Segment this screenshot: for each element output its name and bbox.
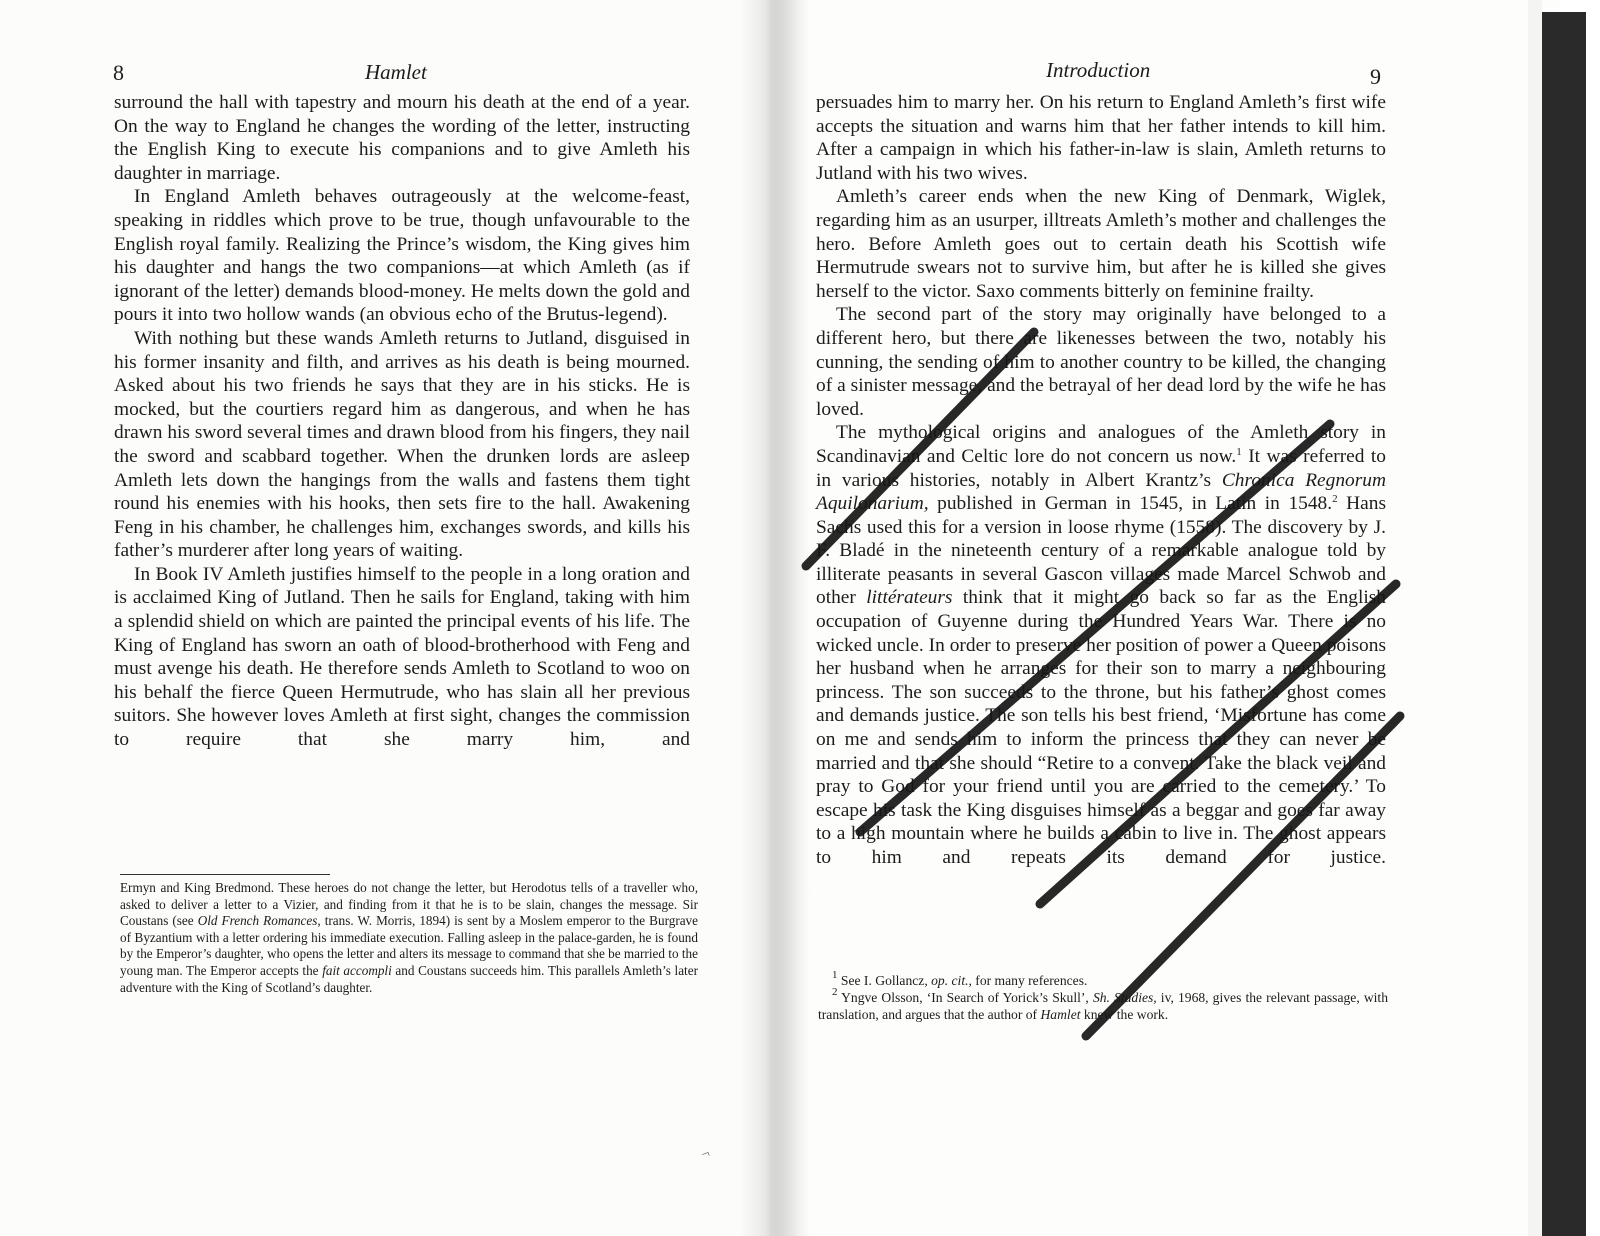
cited-title: Chronica Regnorum Aquilonarium, [816, 469, 1386, 515]
right-body-text [816, 91, 1386, 870]
journal-title: Sh. Studies, [1092, 990, 1157, 1005]
play-title: Hamlet [1040, 1007, 1081, 1022]
left-paragraph: In England Amleth behaves outrageously at the welcome-feast, speaking in riddles which prove to be true, though unfavourable to the English royal family. Realizing the Prince’s wisdom, the King gives him his daughter and hangs the two companions—at which Amleth (as if ignorant of the letter) demands blood-money. He melts down the gold and pours it into two hollow wands (an obvious echo of the Brutus-legend). [114, 186, 690, 326]
stray-pencil-mark: ¬ [699, 1146, 713, 1163]
right-paragraph: The second part of the story may originally have belonged to a different hero, but there are likenesses between the two, notably his cunning, the sending of him to another country to be killed, the changing of a sinister message, and the betrayal of her dead lord by the wife he has loved. [816, 304, 1386, 420]
right-running-head: Introduction [1046, 58, 1151, 82]
footnote-ref: 1 [1236, 445, 1242, 458]
right-footnotes: $^1$ See I. Gollancz, op. cit., for many references. $^2$ Yngve Olsson, ‘In Search of Yorick’s Skull’, Sh. Studies, iv, 1968, gives the relevant passage, with translation, and argues that the author of Hamlet knew the work. [818, 969, 1388, 1022]
right-paragraph: The mythological origins and analogues of the Amleth story in Scandinavian and Celtic lore do not concern us now.$^1$ It was referred to in various histories, notably in Albert Krantz’s Chronica Regnorum Aquilonarium, published in German in 1545, in Latin in 1548.$^2$ Hans Sachs used this for a version in loose rhyme (1558). The discovery by J. F. Bladé in the nineteenth century of a remarkable analogue told by illiterate peasants in several Gascon villages made Marcel Schwob and other littérateurs think that it might go back so far as the English occupation of Guyenne during the Hundred Years War. There is no wicked uncle. In order to preserve her position of power a Queen poisons her husband when he arranges for their son to marry a neighbouring princess. The son succeeds to the throne, but his father’s ghost comes and demands justice. The son tells his best friend, ‘Misfortune has come on me and sends him to inform the princess that they can never be married and that she should “Retire to a convent. Take the black veil and pray to God for your friend until you are carried to the cemetery.’ To escape his task the King disguises himself as a beggar and goes far away to a high mountain where he builds a cabin to live in. The ghost appears to him and repeats its demand for justice. [816, 422, 1386, 868]
cited-abbrev: op. cit., [931, 973, 972, 988]
right-paragraph: persuades him to marry her. On his return to England Amleth’s first wife accepts the situation and warns him that her father intends to kill him. After a campaign in which his father-in-law is slain, Amleth returns to Jutland with his two wives. [816, 92, 1386, 184]
left-page-number: 8 [113, 60, 124, 85]
left-paragraph: In Book IV Amleth justifies himself to the people in a long oration and is acclaimed King of Jutland. Then he sails for England, taking with him a splendid shield on which are painted the principal events of his life. The King of England has sworn an oath of blood-brotherhood with Feng and must avenge his death. He therefore sends Amleth to Scotland to woo on his behalf the fierce Queen Hermutrude, who has slain all her previous suitors. She however loves Amleth at first sight, changes the commission to require that she marry him, and [114, 563, 690, 751]
right-paragraph: Amleth’s career ends when the new King of Denmark, Wiglek, regarding him as an usurper, illtreats Amleth’s mother and challenges the hero. Before Amleth goes out to certain death his Scottish wife Hermutrude swears not to survive him, but after he is killed she gives herself to the victor. Saxo comments bitterly on feminine frailty. [816, 186, 1386, 302]
left-paragraph: With nothing but these wands Amleth returns to Jutland, disguised in his former insanity and filth, and arrives as his death is being mourned. Asked about his two friends he says that they are in his sticks. He is mocked, but the courtiers regard him as dangerous, and when he has drawn his sword several times and drawn blood from his fingers, they nail the sword and scabbard together. When the drunken lords are asleep Amleth lets down the hangings from the walls and fastens them tight round his enemies with his hooks, then sets fire to the hall. Awakening Feng in his chamber, he challenges him, exchanges swords, and kills his father’s murderer after long years of waiting. [114, 327, 690, 562]
right-page-number: 9 [1370, 64, 1381, 89]
footnote-ref: 2 [1332, 493, 1338, 506]
left-footnote: Ermyn and King Bredmond. These heroes do not change the letter, but Herodotus tells of a traveller who, asked to deliver a letter to a Vizier, and finding from it that he is to be slain, changes the message. Sir Coustans (see Old French Romances, trans. W. Morris, 1894) is sent by a Moslem emperor to the Burgrave of Byzantium with a letter ordering his immediate execution. Falling asleep in the palace-garden, he is found by the Emperor’s daughter, who opens the letter and alters its message to command that she be married to the young man. The Emperor accepts the fait accompli and Coustans succeeds him. This parallels Amleth’s later adventure with the King of Scotland’s daughter. [120, 880, 699, 995]
footnote-rule [120, 874, 330, 875]
gutter-shadow [770, 0, 798, 1236]
foreign-term: littérateurs [866, 587, 953, 609]
left-paragraph: surround the hall with tapestry and mourn his death at the end of a year. On the way to England he changes the wording of the letter, instructing the English King to execute his companions and to give Amleth his daughter in marriage. [114, 92, 690, 184]
left-running-head: Hamlet [365, 60, 427, 84]
scan-edge-bar [1542, 12, 1586, 1236]
left-body-text [114, 91, 690, 752]
right-page-margin [1528, 0, 1542, 1236]
cited-title: Old French Romances, [197, 913, 321, 929]
cited-phrase: fait accompli [322, 962, 392, 978]
